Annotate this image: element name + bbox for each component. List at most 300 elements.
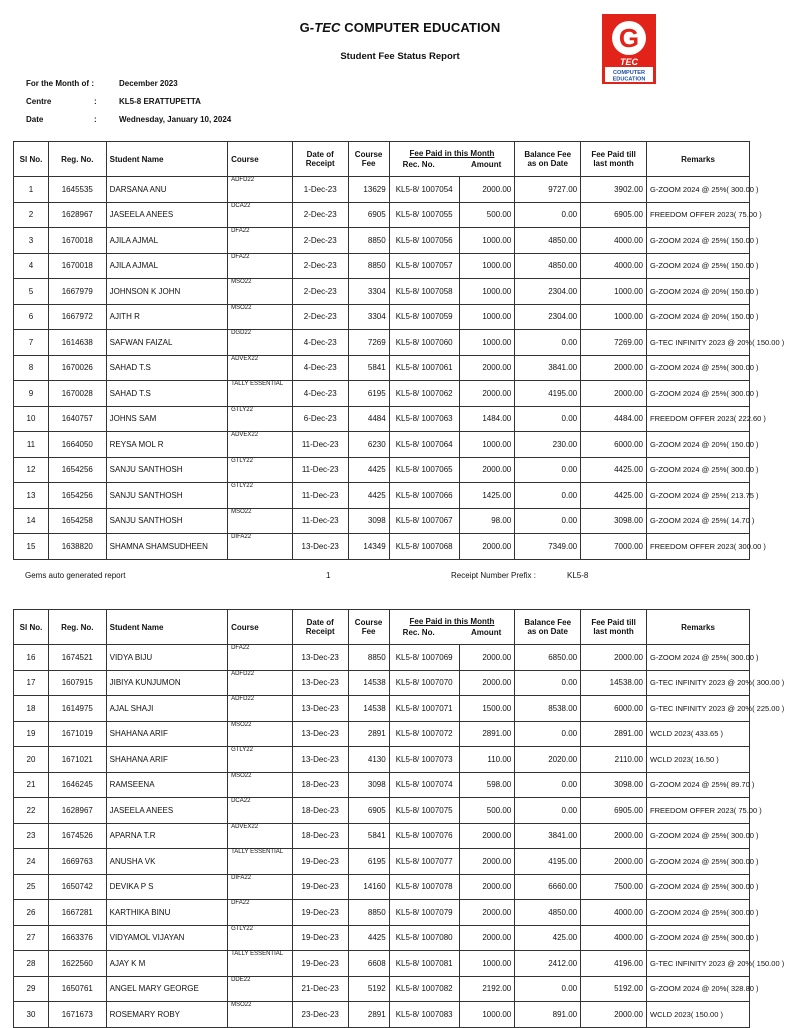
cell-receipt-no: KL5-8/ 1007056 [389,228,459,254]
cell-amount: 2000.00 [459,534,515,560]
cell-course: MSO22 [228,304,293,330]
col-date-line2: Receipt [305,159,335,168]
cell-sl: 30 [14,1002,49,1028]
cell-course-fee: 8850 [348,900,389,926]
cell-balance: 4850.00 [515,900,581,926]
fee-table-page-2 [13,609,785,1028]
cell-date: 1-Dec-23 [292,177,348,203]
cell-sl: 20 [14,747,49,773]
cell-course-fee: 6230 [348,432,389,458]
cell-course-fee: 4425 [348,457,389,483]
cell-receipt-no: KL5-8/ 1007073 [389,747,459,773]
cell-paid-till: 6000.00 [581,696,647,722]
cell-receipt-no: KL5-8/ 1007065 [389,457,459,483]
table-row [14,381,750,407]
cell-course-fee: 4425 [348,925,389,951]
cell-remarks: G-ZOOM 2024 @ 20%( 150.00 ) [647,279,750,305]
cell-course-fee: 8850 [348,645,389,671]
cell-course: ADFD22 [228,696,293,722]
col-course: Course [228,610,293,645]
cell-amount: 2000.00 [459,177,515,203]
cell-receipt-no: KL5-8/ 1007070 [389,670,459,696]
cell-receipt-no: KL5-8/ 1007083 [389,1002,459,1028]
col-amount: Amount [471,628,502,637]
cell-student-name: ANGEL MARY GEORGE [106,976,227,1002]
cell-date: 13-Dec-23 [292,747,348,773]
cell-student-name: DEVIKA P S [106,874,227,900]
cell-sl: 7 [14,330,49,356]
table-row [14,406,750,432]
cell-receipt-no: KL5-8/ 1007082 [389,976,459,1002]
cell-course-fee: 8850 [348,228,389,254]
cell-sl: 2 [14,202,49,228]
cell-reg: 1646245 [48,772,106,798]
title-italic: TEC [314,20,341,35]
col-course-fee [348,610,389,645]
cell-reg: 1614975 [48,696,106,722]
cell-course-fee: 14538 [348,670,389,696]
table-row [14,645,750,671]
cell-paid-till: 1000.00 [581,304,647,330]
cell-student-name: JASEELA ANEES [106,798,227,824]
cell-course: MSO22 [228,508,293,534]
cell-remarks: G-TEC INFINITY 2023 @ 20%( 150.00 ) [647,330,750,356]
col-date-line1: Date of [306,150,334,159]
cell-remarks: G-ZOOM 2024 @ 20%( 150.00 ) [647,432,750,458]
cell-course: TALLY ESSENTIAL [228,951,293,977]
cell-date: 2-Dec-23 [292,228,348,254]
cell-paid-till: 2000.00 [581,823,647,849]
cell-remarks: G-ZOOM 2024 @ 25%( 300.00 ) [647,925,750,951]
cell-student-name: RAMSEENA [106,772,227,798]
cell-paid-till: 6000.00 [581,432,647,458]
cell-course-fee: 13629 [348,177,389,203]
col-cfee-line1: Course [354,150,383,159]
cell-course: GTLY22 [228,925,293,951]
cell-balance: 2304.00 [515,279,581,305]
cell-date: 2-Dec-23 [292,304,348,330]
cell-sl: 25 [14,874,49,900]
cell-date: 19-Dec-23 [292,900,348,926]
cell-date: 11-Dec-23 [292,457,348,483]
cell-course-fee: 3098 [348,508,389,534]
table-row [14,253,750,279]
cell-date: 2-Dec-23 [292,202,348,228]
cell-reg: 1622560 [48,951,106,977]
cell-balance: 0.00 [515,202,581,228]
cell-receipt-no: KL5-8/ 1007077 [389,849,459,875]
table-row [14,951,750,977]
col-reg: Reg. No. [48,142,106,177]
cell-receipt-no: KL5-8/ 1007058 [389,279,459,305]
cell-remarks: G-ZOOM 2024 @ 25%( 150.00 ) [647,228,750,254]
cell-course: DFA22 [228,645,293,671]
cell-paid-till: 5192.00 [581,976,647,1002]
cell-student-name: SHAHANA ARIF [106,747,227,773]
cell-receipt-no: KL5-8/ 1007062 [389,381,459,407]
cell-reg: 1638820 [48,534,106,560]
fee-paid-heading: Fee Paid in this Month [409,149,495,158]
cell-course-fee: 2891 [348,721,389,747]
footer-page-number: 1 [326,571,331,580]
cell-date: 13-Dec-23 [292,645,348,671]
cell-reg: 1670026 [48,355,106,381]
col-rec-no: Rec. No. [402,628,435,637]
cell-date: 4-Dec-23 [292,330,348,356]
cell-sl: 3 [14,228,49,254]
col-cfee-line1: Course [354,618,383,627]
table-row [14,670,750,696]
cell-balance: 4195.00 [515,849,581,875]
table-body-2 [14,645,785,1028]
cell-course: DFA22 [228,253,293,279]
col-till-line2: last month [593,159,634,168]
cell-paid-till: 4484.00 [581,406,647,432]
cell-reg: 1607915 [48,670,106,696]
cell-course-fee: 14538 [348,696,389,722]
cell-remarks: G-ZOOM 2024 @ 25%( 300.00 ) [647,900,750,926]
cell-course: ADFD22 [228,670,293,696]
cell-reg: 1654258 [48,508,106,534]
cell-course-fee: 3098 [348,772,389,798]
cell-balance: 4195.00 [515,381,581,407]
table-row [14,772,750,798]
cell-balance: 0.00 [515,798,581,824]
cell-student-name: AJAY K M [106,951,227,977]
cell-course: ADVEX22 [228,432,293,458]
col-sl: Sl No. [14,610,49,645]
cell-receipt-no: KL5-8/ 1007071 [389,696,459,722]
cell-date: 19-Dec-23 [292,925,348,951]
table-row [14,432,750,458]
logo-line2: COMPUTER [612,70,646,76]
cell-remarks: G-TEC INFINITY 2023 @ 20%( 300.00 ) [647,670,750,696]
cell-paid-till: 2000.00 [581,849,647,875]
cell-balance: 0.00 [515,670,581,696]
cell-paid-till: 2110.00 [581,747,647,773]
cell-remarks: WCLD 2023( 433.65 ) [647,721,750,747]
cell-course-fee: 3304 [348,279,389,305]
centre-value: KL5-8 ERATTUPETTA [119,97,201,106]
cell-amount: 1000.00 [459,279,515,305]
footer-prefix-value: KL5-8 [567,571,589,580]
table-row [14,900,750,926]
cell-balance: 6850.00 [515,645,581,671]
cell-amount: 1000.00 [459,228,515,254]
cell-remarks: G-ZOOM 2024 @ 20%( 328.80 ) [647,976,750,1002]
col-name: Student Name [106,610,227,645]
cell-receipt-no: KL5-8/ 1007060 [389,330,459,356]
cell-reg: 1671019 [48,721,106,747]
cell-remarks: G-ZOOM 2024 @ 25%( 300.00 ) [647,457,750,483]
cell-sl: 27 [14,925,49,951]
col-date-line1: Date of [306,618,334,627]
cell-balance: 891.00 [515,1002,581,1028]
cell-remarks: G-ZOOM 2024 @ 25%( 14.70 ) [647,508,750,534]
cell-course-fee: 6195 [348,381,389,407]
cell-course: MSO22 [228,772,293,798]
cell-student-name: SHAMNA SHAMSUDHEEN [106,534,227,560]
cell-student-name: VIDYAMOL VIJAYAN [106,925,227,951]
title-prefix: G- [299,20,315,35]
col-remarks: Remarks [647,142,750,177]
table-row [14,925,750,951]
cell-amount: 2000.00 [459,874,515,900]
cell-receipt-no: KL5-8/ 1007063 [389,406,459,432]
cell-student-name: SANJU SANTHOSH [106,483,227,509]
cell-reg: 1650761 [48,976,106,1002]
cell-student-name: DARSANA ANU [106,177,227,203]
cell-receipt-no: KL5-8/ 1007074 [389,772,459,798]
cell-student-name: JOHNS SAM [106,406,227,432]
cell-reg: 1663376 [48,925,106,951]
cell-amount: 598.00 [459,772,515,798]
cell-course-fee: 3304 [348,304,389,330]
cell-course-fee: 5841 [348,355,389,381]
col-date-line2: Receipt [305,627,335,636]
col-balance [515,610,581,645]
cell-receipt-no: KL5-8/ 1007081 [389,951,459,977]
cell-sl: 21 [14,772,49,798]
cell-sl: 16 [14,645,49,671]
cell-student-name: JASEELA ANEES [106,202,227,228]
logo-letter: G [618,23,640,53]
cell-course: MSO22 [228,279,293,305]
cell-sl: 13 [14,483,49,509]
cell-balance: 8538.00 [515,696,581,722]
cell-reg: 1650742 [48,874,106,900]
cell-receipt-no: KL5-8/ 1007068 [389,534,459,560]
col-course: Course [228,142,293,177]
cell-course: DFA22 [228,900,293,926]
cell-amount: 2000.00 [459,381,515,407]
cell-paid-till: 4000.00 [581,228,647,254]
cell-amount: 1000.00 [459,253,515,279]
cell-course: MSO22 [228,721,293,747]
cell-date: 18-Dec-23 [292,798,348,824]
cell-course: ADVEX22 [228,823,293,849]
cell-receipt-no: KL5-8/ 1007066 [389,483,459,509]
cell-amount: 1000.00 [459,432,515,458]
cell-sl: 1 [14,177,49,203]
cell-balance: 0.00 [515,457,581,483]
cell-remarks: G-ZOOM 2024 @ 25%( 300.00 ) [647,823,750,849]
cell-balance: 9727.00 [515,177,581,203]
cell-reg: 1670018 [48,253,106,279]
cell-sl: 6 [14,304,49,330]
cell-sl: 5 [14,279,49,305]
cell-reg: 1670028 [48,381,106,407]
cell-course-fee: 5841 [348,823,389,849]
cell-date: 13-Dec-23 [292,670,348,696]
cell-sl: 11 [14,432,49,458]
table-row [14,330,750,356]
date-label: Date [26,115,44,124]
cell-receipt-no: KL5-8/ 1007061 [389,355,459,381]
cell-student-name: SAHAD T.S [106,381,227,407]
cell-course: DGD22 [228,330,293,356]
cell-balance: 0.00 [515,508,581,534]
cell-paid-till: 3098.00 [581,508,647,534]
cell-course: DIFA22 [228,534,293,560]
cell-course-fee: 8850 [348,253,389,279]
col-till-line1: Fee Paid till [591,618,636,627]
cell-paid-till: 2000.00 [581,645,647,671]
cell-remarks: G-ZOOM 2024 @ 25%( 300.00 ) [647,177,750,203]
cell-sl: 24 [14,849,49,875]
cell-course: DCA22 [228,798,293,824]
gtec-logo-icon [602,14,656,84]
cell-receipt-no: KL5-8/ 1007055 [389,202,459,228]
cell-paid-till: 6905.00 [581,202,647,228]
cell-remarks: FREEDOM OFFER 2023( 75.00 ) [647,798,750,824]
cell-student-name: AJITH R [106,304,227,330]
cell-remarks: G-ZOOM 2024 @ 25%( 300.00 ) [647,355,750,381]
cell-date: 2-Dec-23 [292,253,348,279]
cell-date: 19-Dec-23 [292,951,348,977]
cell-remarks: WCLD 2023( 16.50 ) [647,747,750,773]
table-row [14,798,750,824]
cell-student-name: REYSA MOL R [106,432,227,458]
cell-date: 6-Dec-23 [292,406,348,432]
cell-sl: 18 [14,696,49,722]
cell-student-name: ROSEMARY ROBY [106,1002,227,1028]
cell-balance: 0.00 [515,772,581,798]
cell-reg: 1628967 [48,202,106,228]
cell-balance: 0.00 [515,483,581,509]
cell-sl: 12 [14,457,49,483]
cell-student-name: SANJU SANTHOSH [106,457,227,483]
table-row [14,177,750,203]
cell-student-name: VIDYA BIJU [106,645,227,671]
cell-amount: 1500.00 [459,696,515,722]
cell-course-fee: 4484 [348,406,389,432]
col-fee-paid-group [389,610,515,645]
cell-amount: 500.00 [459,798,515,824]
cell-paid-till: 4425.00 [581,483,647,509]
col-paid-till [581,142,647,177]
cell-remarks: FREEDOM OFFER 2023( 222.60 ) [647,406,750,432]
cell-reg: 1628967 [48,798,106,824]
col-reg: Reg. No. [48,610,106,645]
cell-amount: 2192.00 [459,976,515,1002]
report-subtitle: Student Fee Status Report [340,51,460,62]
cell-amount: 2000.00 [459,645,515,671]
cell-paid-till: 6905.00 [581,798,647,824]
cell-reg: 1667281 [48,900,106,926]
footer-prefix-label: Receipt Number Prefix : [451,571,536,580]
cell-course: MSO22 [228,1002,293,1028]
col-paid-till [581,610,647,645]
cell-amount: 1484.00 [459,406,515,432]
cell-paid-till: 7269.00 [581,330,647,356]
table-row [14,696,750,722]
cell-date: 4-Dec-23 [292,381,348,407]
cell-receipt-no: KL5-8/ 1007076 [389,823,459,849]
cell-date: 13-Dec-23 [292,534,348,560]
cell-amount: 2000.00 [459,355,515,381]
cell-amount: 2000.00 [459,823,515,849]
cell-balance: 425.00 [515,925,581,951]
table-header [14,142,750,177]
cell-balance: 3841.00 [515,355,581,381]
fee-table-page-1 [13,141,785,560]
col-till-line2: last month [593,627,634,636]
cell-balance: 7349.00 [515,534,581,560]
cell-date: 21-Dec-23 [292,976,348,1002]
cell-balance: 0.00 [515,976,581,1002]
cell-course: GTLY22 [228,747,293,773]
cell-course-fee: 14349 [348,534,389,560]
cell-balance: 3841.00 [515,823,581,849]
cell-amount: 98.00 [459,508,515,534]
cell-amount: 2000.00 [459,925,515,951]
col-rec-no: Rec. No. [402,160,435,169]
cell-balance: 2412.00 [515,951,581,977]
cell-student-name: JOHNSON K JOHN [106,279,227,305]
col-bal-line1: Balance Fee [524,150,572,159]
cell-paid-till: 1000.00 [581,279,647,305]
cell-course-fee: 6905 [348,798,389,824]
cell-remarks: G-ZOOM 2024 @ 25%( 300.00 ) [647,381,750,407]
cell-amount: 1000.00 [459,951,515,977]
cell-course-fee: 2891 [348,1002,389,1028]
centre-colon: : [94,97,97,106]
footer-generated: Gems auto generated report [25,571,126,580]
cell-paid-till: 14538.00 [581,670,647,696]
table-row [14,355,750,381]
cell-reg: 1640757 [48,406,106,432]
cell-date: 18-Dec-23 [292,823,348,849]
cell-remarks: G-ZOOM 2024 @ 25%( 300.00 ) [647,874,750,900]
cell-paid-till: 4000.00 [581,925,647,951]
cell-paid-till: 2000.00 [581,381,647,407]
cell-course-fee: 7269 [348,330,389,356]
col-amount: Amount [471,160,502,169]
report-title [0,20,800,35]
cell-course: DDE22 [228,976,293,1002]
table-row [14,508,750,534]
date-value: Wednesday, January 10, 2024 [119,115,232,124]
cell-sl: 23 [14,823,49,849]
col-till-line1: Fee Paid till [591,150,636,159]
col-fee-paid-group [389,142,515,177]
table-row [14,457,750,483]
logo-line1: TEC [620,57,638,67]
cell-remarks: WCLD 2023( 150.00 ) [647,1002,750,1028]
cell-date: 2-Dec-23 [292,279,348,305]
cell-student-name: AJILA AJMAL [106,253,227,279]
col-name: Student Name [106,142,227,177]
cell-receipt-no: KL5-8/ 1007079 [389,900,459,926]
cell-remarks: G-ZOOM 2024 @ 25%( 89.70 ) [647,772,750,798]
cell-remarks: G-ZOOM 2024 @ 25%( 213.75 ) [647,483,750,509]
cell-course-fee: 6608 [348,951,389,977]
cell-student-name: APARNA T.R [106,823,227,849]
cell-amount: 1000.00 [459,330,515,356]
col-sl: Sl No. [14,142,49,177]
centre-label: Centre [26,97,52,106]
cell-student-name: ANUSHA VK [106,849,227,875]
table-row [14,849,750,875]
cell-date: 19-Dec-23 [292,849,348,875]
col-bal-line2: as on Date [527,159,568,168]
table-row [14,721,750,747]
cell-remarks: FREEDOM OFFER 2023( 300.00 ) [647,534,750,560]
cell-paid-till: 2891.00 [581,721,647,747]
cell-student-name: AJILA AJMAL [106,228,227,254]
cell-amount: 1000.00 [459,1002,515,1028]
